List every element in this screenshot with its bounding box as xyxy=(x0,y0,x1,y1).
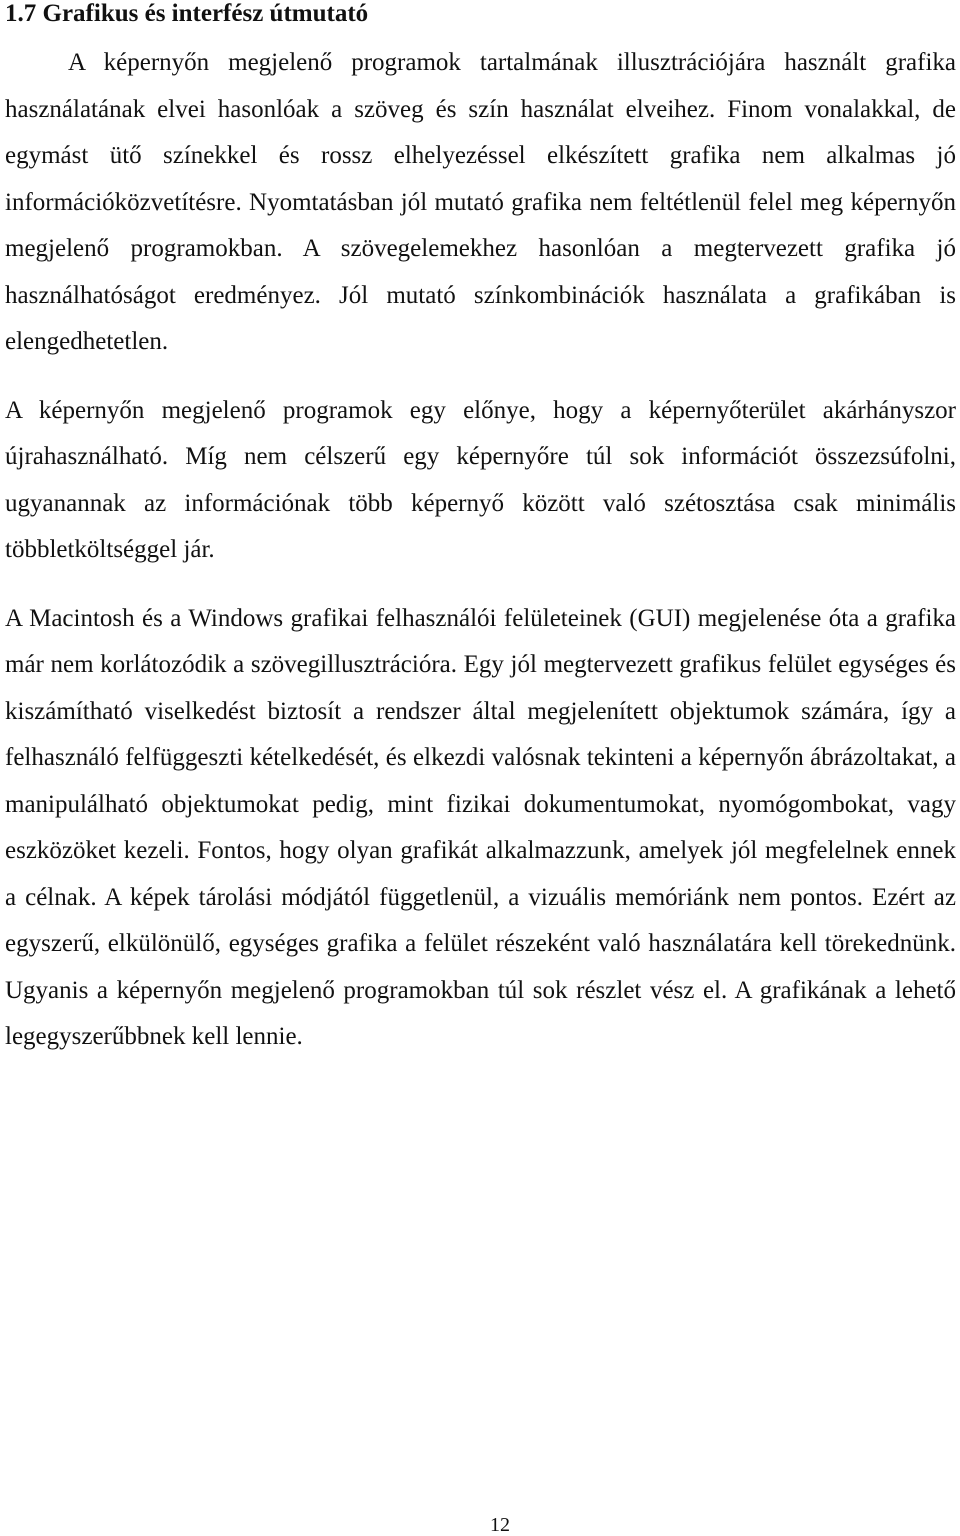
page-number: 12 xyxy=(490,1514,510,1536)
paragraph-2: A képernyőn megjelenő programok egy előnye, hogy a képernyőterület akárhányszor újrahasználható. Míg nem célszerű egy képernyőre túl sok információt összezsúfolni, ugyanannak az információnak több képernyő között való szétosztása csak minimális többletköltséggel jár. xyxy=(5,396,956,563)
document-page xyxy=(5,0,956,1061)
section-heading: 1.7 Grafikus és interfész útmutató xyxy=(5,0,369,27)
paragraph-3: A Macintosh és a Windows grafikai felhasználói felületeinek (GUI) megjelenése óta a grafika már nem korlátozódik a szövegillusztrációra. Egy jól megtervezett grafikus felület egységes és kiszámítható viselkedést biztosít a rendszer által megjelenített objektumok számára, így a felhasználó felfüggeszti kételkedését, és elkezdi valósnak tekinteni a képernyőn ábrázoltakat, a manipulálható objektumokat pedig, mint fizikai dokumentumokat, nyomógombokat, vagy eszközöket kezeli. Fontos, hogy olyan grafikát alkalmazzunk, amelyek jól megfelelnek ennek a célnak. A képek tárolási módjától függetlenül, a vizuális memóriánk nem pontos. Ezért az egyszerű, elkülönülő, egységes grafika a felület részeként való használatára kell törekednünk. Ugyanis a képernyőn megjelenő programokban túl sok részlet vész el. A grafikának a lehető legegyszerűbbnek kell lennie. xyxy=(5,604,956,1050)
paragraph-1: A képernyőn megjelenő programok tartalmának illusztrációjára használt grafika használatának elvei hasonlóak a szöveg és szín használat elveihez. Finom vonalakkal, de egymást ütő színekkel és rossz elhelyezéssel elkészített grafika nem alkalmas jó információközvetítésre. Nyomtatásban jól mutató grafika nem feltétlenül felel meg képernyőn megjelenő programokban. A szövegelemekhez hasonlóan a megtervezett grafika jó használhatóságot eredményez. Jól mutató színkombinációk használata a grafikában is elengedhetetlen. xyxy=(5,49,956,355)
